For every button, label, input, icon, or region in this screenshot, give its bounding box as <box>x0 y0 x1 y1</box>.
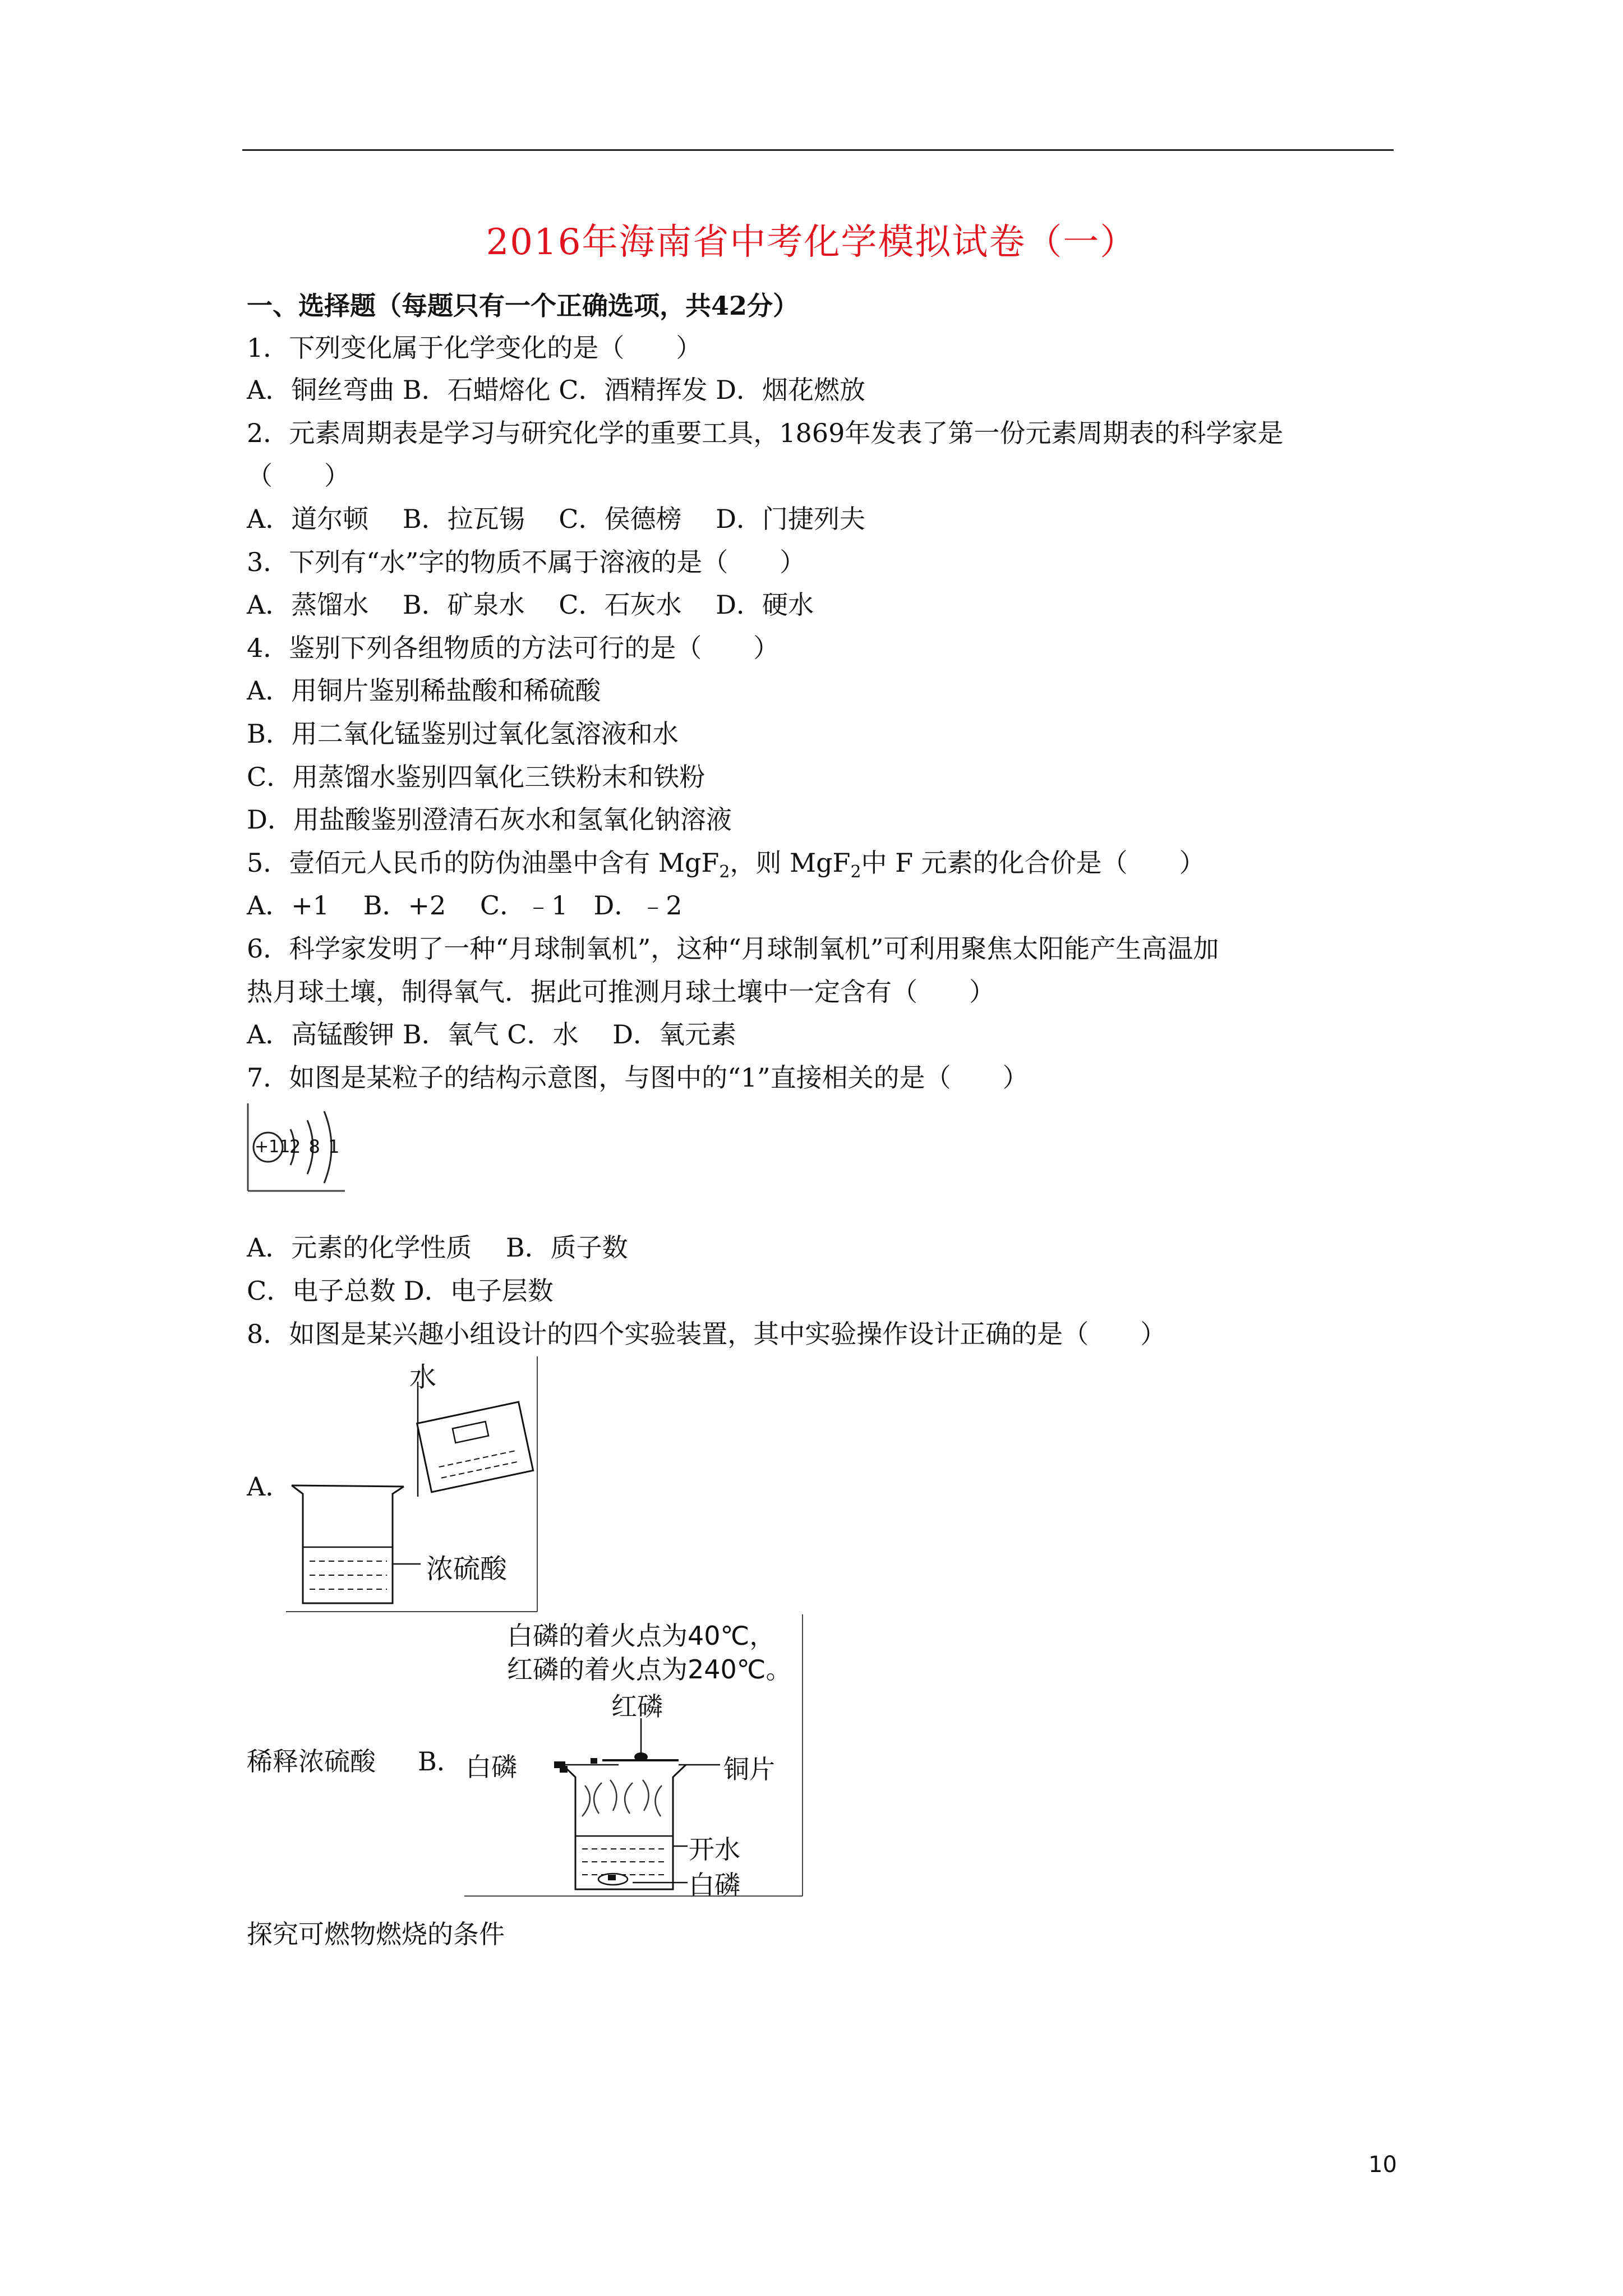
section-heading: 一、选择题（每题只有一个正确选项，共42分） <box>247 291 799 321</box>
dilute-acid-figure <box>286 1356 538 1614</box>
q4-stem: 4．鉴别下列各组物质的方法可行的是（ ） <box>247 633 780 663</box>
conc-acid-label: 浓硫酸 <box>426 1553 508 1585</box>
q1-stem: 1．下列变化属于化学变化的是（ ） <box>247 333 702 363</box>
q5-stem <box>247 846 1205 889</box>
q2-stem: 2．元素周期表是学习与研究化学的重要工具，1869年发表了第一份元素周期表的科学家是 <box>247 418 1284 448</box>
water-label: 水 <box>409 1361 437 1393</box>
red-p-ignition-note: 红磷的着火点为240℃。 <box>507 1654 792 1685</box>
q5-stem-part2: ，则 MgF <box>730 848 851 878</box>
q2-options: A．道尔顿 B．拉瓦锡 C．侯德榜 D．门捷列夫 <box>247 504 865 534</box>
q3-options: A．蒸馏水 B．矿泉水 C．石灰水 D．硬水 <box>247 590 814 620</box>
q2-stem-cont: （ ） <box>247 461 350 491</box>
atom-structure-figure <box>247 1102 348 1192</box>
q1-options: A．铜丝弯曲 B．石蜡熔化 C．酒精挥发 D．烟花燃放 <box>247 375 865 405</box>
q8-stem: 8．如图是某兴趣小组设计的四个实验装置，其中实验操作设计正确的是（ ） <box>247 1319 1166 1349</box>
q6-stem: 6．科学家发明了一种“月球制氧机”，这种“月球制氧机”可利用聚焦太阳能产生高温加 <box>247 933 1219 964</box>
q8-option-b-label: B． <box>418 1746 463 1777</box>
q5-stem-part1: 5．壹佰元人民币的防伪油墨中含有 MgF <box>247 848 720 878</box>
q4-option-b: B．用二氧化锰鉴别过氧化氢溶液和水 <box>247 719 679 749</box>
white-phosphorus-left-label: 白磷 <box>465 1752 517 1782</box>
red-phosphorus-label: 红磷 <box>611 1691 663 1722</box>
page-title: 2016年海南省中考化学模拟试卷（一） <box>486 222 1137 263</box>
q8-option-a-caption: 稀释浓硫酸 <box>247 1746 376 1777</box>
q4-option-c: C．用蒸馏水鉴别四氧化三铁粉末和铁粉 <box>247 762 706 792</box>
q8-option-a-label: A． <box>247 1471 292 1502</box>
header-rule <box>242 149 1394 151</box>
atom-shell-electrons: 2 8 1 <box>289 1136 341 1157</box>
q7-stem: 7．如图是某粒子的结构示意图，与图中的“1”直接相关的是（ ） <box>247 1062 1029 1093</box>
q4-option-d: D．用盐酸鉴别澄清石灰水和氢氧化钠溶液 <box>247 804 732 835</box>
white-phosphorus-bottom-label: 白磷 <box>689 1870 740 1900</box>
page-number: 10 <box>1368 2152 1397 2178</box>
white-p-ignition-note: 白磷的着火点为40℃， <box>507 1621 776 1651</box>
q5-sub2: 2 <box>850 862 861 882</box>
q5-options: A．+1 B．+2 C．﹣1 D．﹣2 <box>247 890 683 921</box>
q6-options: A．高锰酸钾 B．氧气 C．水 D．氧元素 <box>247 1019 736 1050</box>
combustion-experiment-figure <box>464 1614 804 1898</box>
q6-stem-cont: 热月球土壤，制得氧气．据此可推测月球土壤中一定含有（ ） <box>247 977 995 1007</box>
atom-nucleus-label: +11 <box>255 1137 291 1157</box>
hot-water-label: 开水 <box>689 1834 740 1865</box>
q7-options-row1: A．元素的化学性质 B．质子数 <box>247 1232 628 1263</box>
q5-sub1: 2 <box>719 862 730 882</box>
q4-option-a: A．用铜片鉴别稀盐酸和稀硫酸 <box>247 675 601 706</box>
q5-stem-part3: 中 F 元素的化合价是（ ） <box>861 848 1205 878</box>
copper-sheet-label: 铜片 <box>723 1754 775 1784</box>
q8-option-b-caption: 探究可燃物燃烧的条件 <box>247 1919 505 1949</box>
q7-options-row2: C．电子总数 D．电子层数 <box>247 1276 554 1306</box>
q3-stem: 3．下列有“水”字的物质不属于溶液的是（ ） <box>247 547 806 577</box>
